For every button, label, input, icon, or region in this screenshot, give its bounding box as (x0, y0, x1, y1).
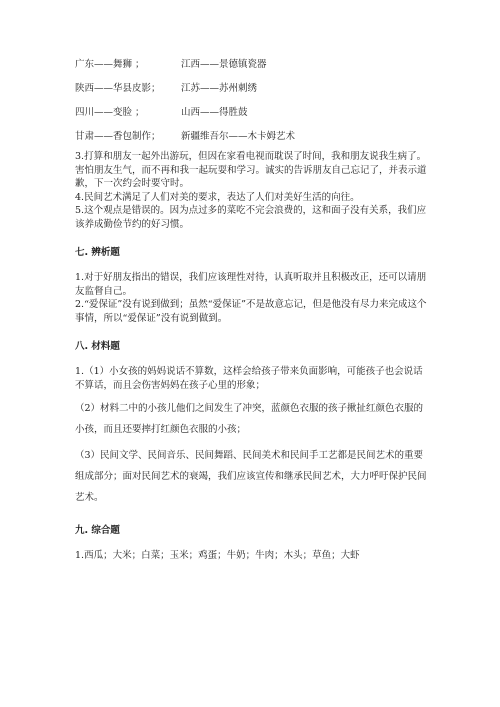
section-heading: 九. 综合题 (75, 525, 120, 536)
pair-row (75, 82, 427, 95)
answer-item: 1.西瓜；大米；白菜；玉米；鸡蛋；牛奶；牛肉；木头；草鱼；大虾 (75, 550, 360, 561)
answer-item: 1.（1）小女孩的妈妈说话不算数，这样会给孩子带来负面影响，可能孩子也会说话不算话，而且会伤害妈妈在孩子心里的形象； (75, 366, 423, 391)
pair-right: 江苏——苏州刺绣 (181, 83, 258, 94)
answer-item: （2）材料二中的小孩儿他们之间发生了冲突，蓝颜色衣服的孩子揪扯红颜色衣服的小孩，而且还要摔打红颜色衣服的小孩； (75, 403, 424, 435)
pair-left: 陕西——华县皮影； (75, 83, 161, 94)
pair-right: 山西——得胜鼓 (181, 107, 248, 118)
answer-item: （3）民间文学、民间音乐、民间舞蹈、民间美术和民间手工艺都是民间艺术的重要组成部分；面对民间艺术的衰竭，我们应该宣传和继承民间艺术，大力呼吁保护民间艺术。 (75, 450, 427, 503)
answer-item: 4.民间艺术满足了人们对美的要求，表达了人们对美好生活的向往。 (75, 191, 360, 203)
pair-left: 四川——变脸 ； (75, 107, 145, 118)
answer-item: 1.对于好朋友指出的错误，我们应该理性对待，认真听取并且积极改正，还可以请朋友监督自己。 (75, 272, 427, 297)
answer-item: 3.打算和朋友一起外出游玩，但因在家看电视而耽误了时间，我和朋友说我生病了。害怕朋友生气，而不再和我一起玩耍和学习。诚实的告诉朋友自己忘记了，并表示道歉，下一次约会时要守时。 (75, 151, 427, 189)
pair-row (75, 130, 427, 143)
pair-left: 广东——舞狮 ； (75, 59, 145, 70)
pair-row (75, 106, 427, 119)
pair-left: 甘肃——香包制作； (75, 131, 161, 142)
pair-right: 江西——景德镇瓷器 (181, 59, 267, 70)
answer-item: 5.这个观点是错误的。因为点过多的菜吃不完会浪费的，这和面子没有关系，我们应该养成勤俭节约的好习惯。 (75, 205, 427, 230)
pair-row (75, 58, 427, 71)
section-heading: 七. 辨析题 (75, 247, 120, 258)
pair-right: 新疆维吾尔——木卡姆艺术 (181, 131, 296, 142)
answer-item: 2.“爱保证”没有说到做到；虽然“爱保证”不是故意忘记，但是他没有尽力来完成这个事情，所以“爱保证”没有说到做到。 (75, 299, 427, 324)
answer-page (75, 58, 427, 563)
section-heading: 八. 材料题 (75, 341, 120, 352)
